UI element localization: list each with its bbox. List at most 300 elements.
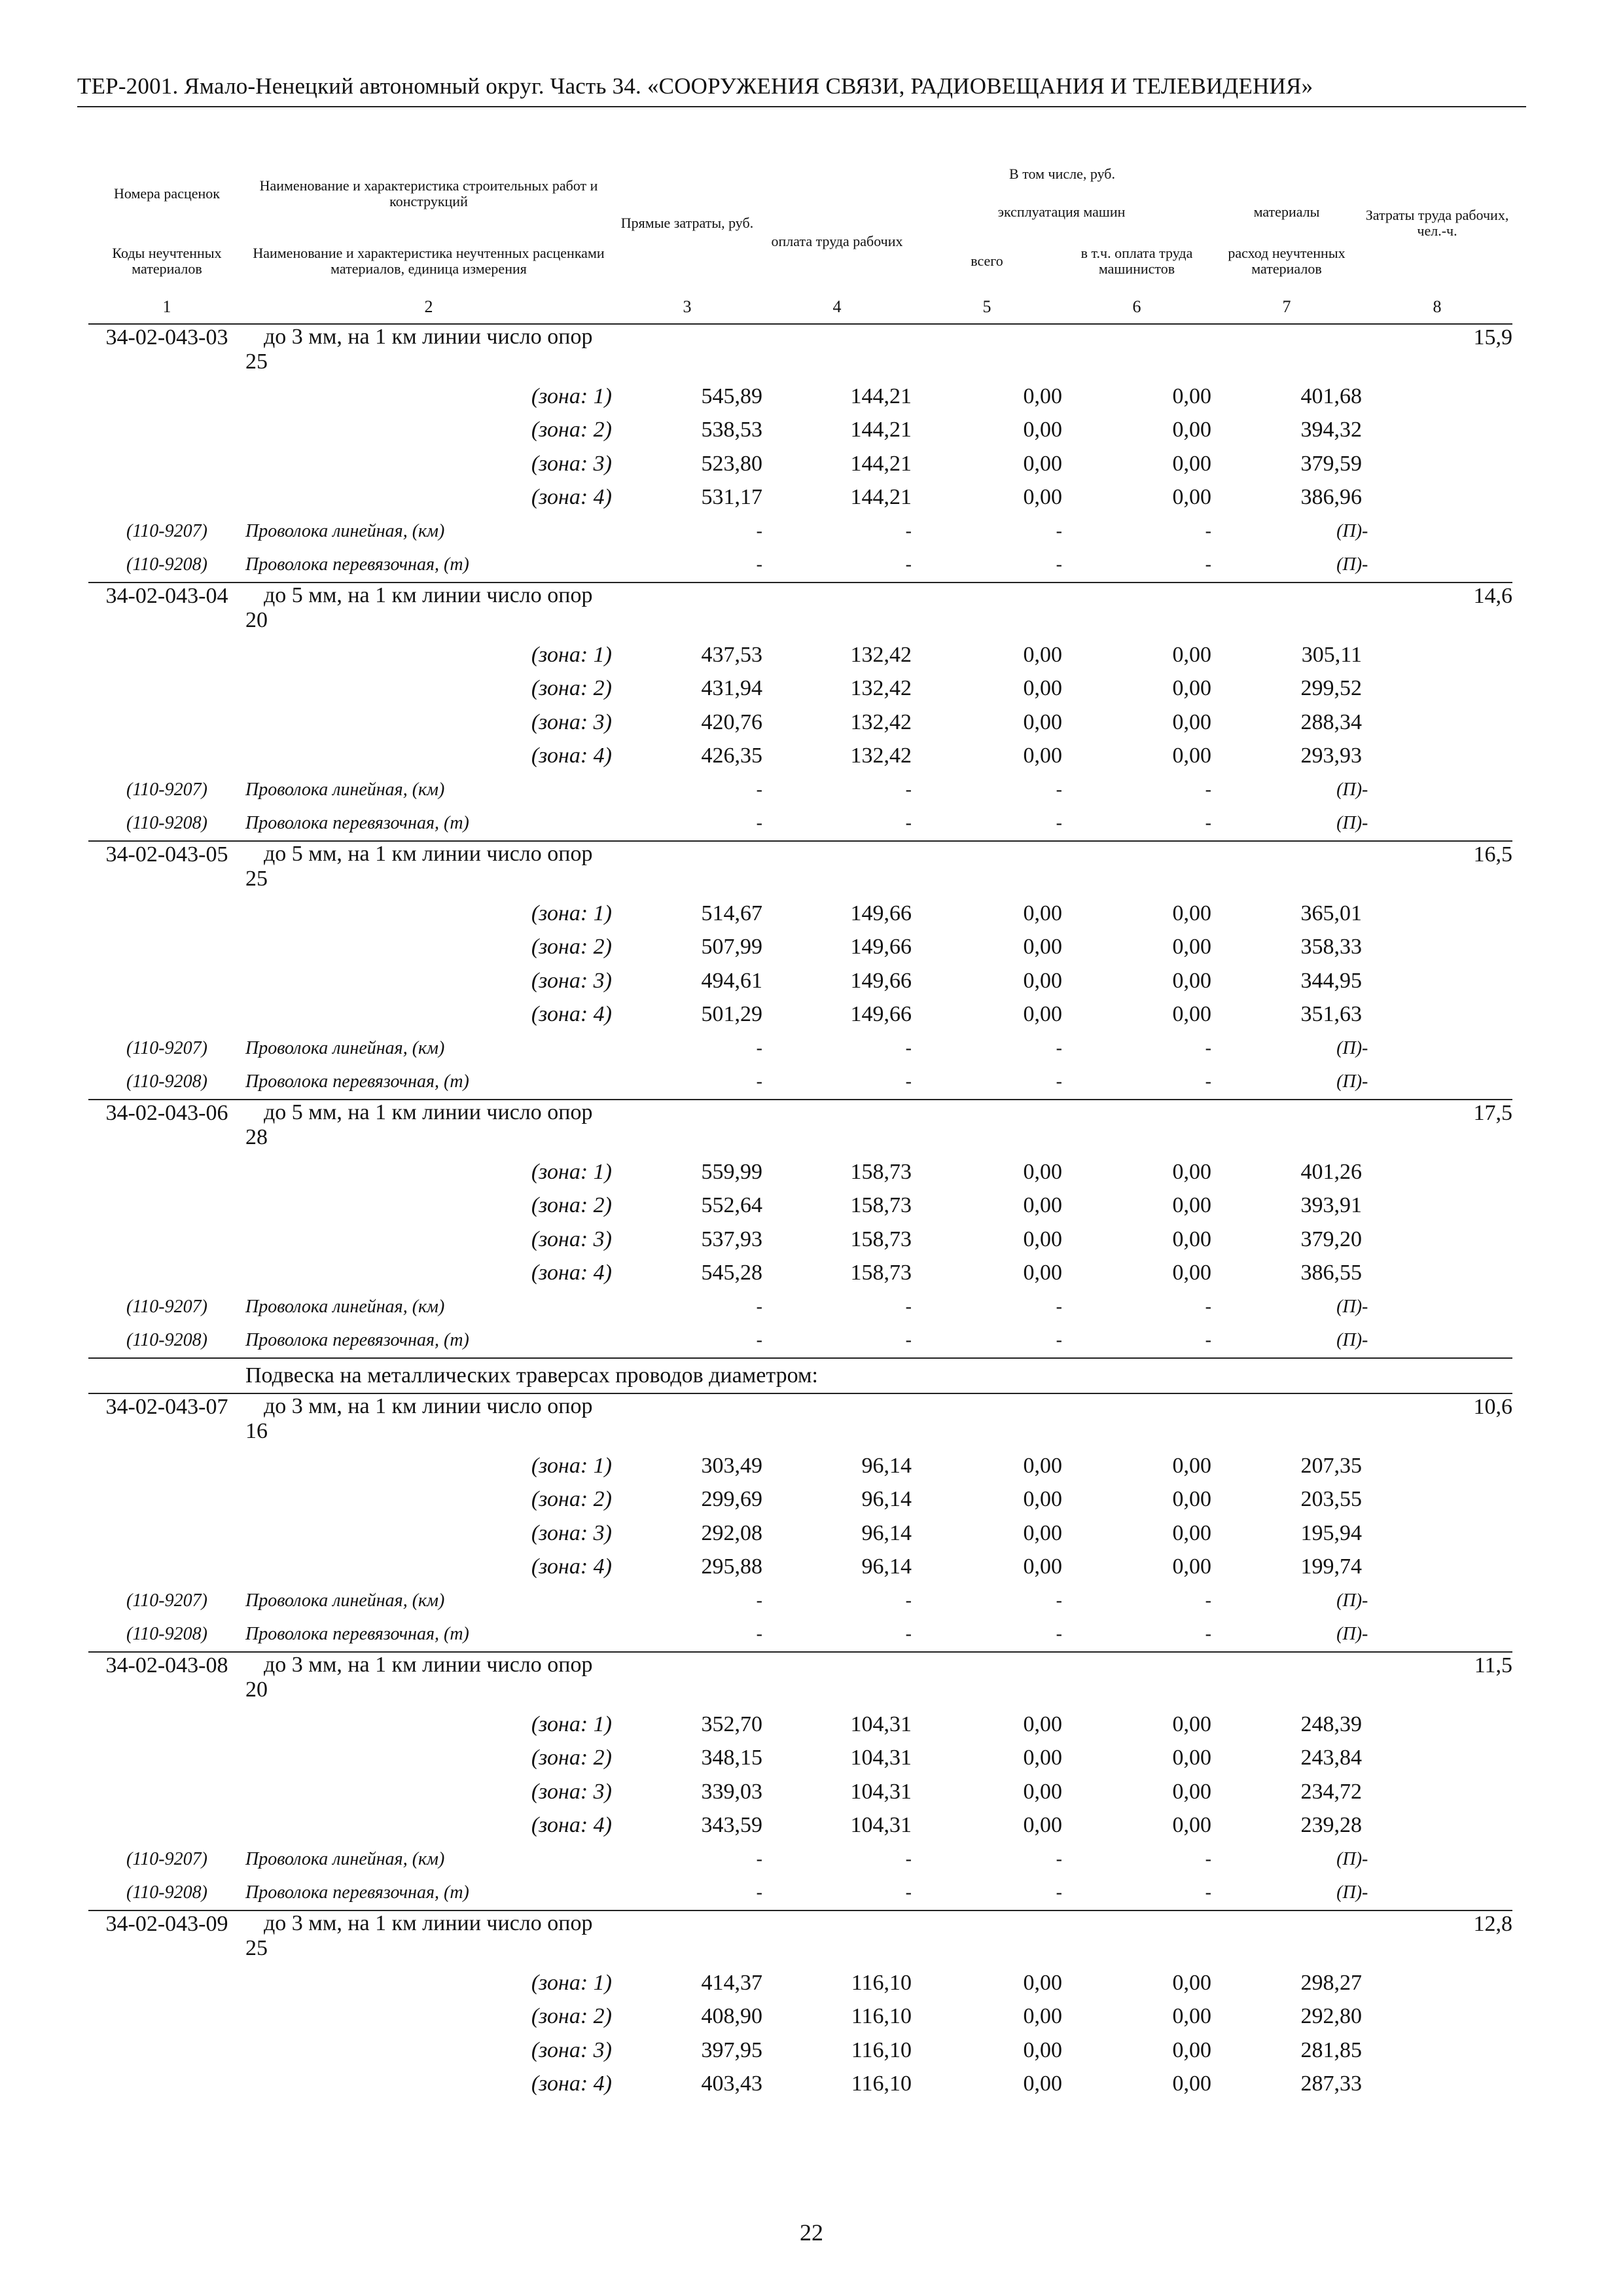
empty-cell	[612, 1100, 762, 1155]
empty-cell	[762, 841, 912, 897]
machines-total: 0,00	[1023, 935, 1062, 960]
rate-row	[88, 1910, 1512, 1966]
worker-wages: 132,42	[850, 709, 912, 734]
machines-total: 0,00	[1023, 2004, 1062, 2029]
material-row	[88, 1842, 1512, 1876]
direct-costs: 295,88	[701, 1554, 762, 1579]
header-machines-total: всего	[971, 253, 1003, 269]
dash-cell: -	[1056, 779, 1062, 800]
materials-cost: 293,93	[1300, 744, 1363, 768]
direct-costs: 348,15	[701, 1746, 762, 1770]
direct-costs: 403,43	[701, 2072, 762, 2096]
empty-cell	[88, 964, 245, 998]
zone-row	[88, 1483, 1512, 1517]
zone-label: (зона: 1)	[531, 1453, 612, 1478]
empty-cell	[1062, 1100, 1211, 1155]
rate-description: до 5 мм, на 1 км линии число опор 28	[245, 1100, 612, 1155]
zone-row	[88, 998, 1512, 1032]
rate-row	[88, 1393, 1512, 1449]
empty-cell	[912, 1393, 1062, 1449]
empty-cell	[1211, 1393, 1362, 1449]
zone-row	[88, 931, 1512, 965]
zone-label: (зона: 4)	[531, 2072, 612, 2096]
zone-label: (зона: 4)	[531, 744, 612, 768]
empty-cell	[1062, 1910, 1211, 1966]
empty-cell	[1211, 1100, 1362, 1155]
column-number: 7	[1282, 297, 1291, 316]
rate-description: до 5 мм, на 1 км линии число опор 20	[245, 583, 612, 638]
empty-cell	[88, 2000, 245, 2034]
materials-cost: 401,26	[1300, 1159, 1363, 1184]
machinist-wages: 0,00	[1172, 1712, 1211, 1736]
machinist-wages: 0,00	[1172, 1261, 1211, 1285]
material-name: Проволока линейная, (км)	[245, 520, 445, 541]
direct-costs: 397,95	[701, 2037, 762, 2062]
p-mark: (П)	[1336, 1037, 1363, 1058]
dash-cell: -	[905, 1037, 912, 1058]
machinist-wages: 0,00	[1172, 451, 1211, 476]
p-mark: (П)	[1336, 1624, 1363, 1645]
zone-row	[88, 1775, 1512, 1809]
machinist-wages: 0,00	[1172, 1970, 1211, 1995]
dash-cell: -	[756, 1882, 762, 1903]
labor-costs: 10,6	[1362, 1393, 1512, 1584]
empty-cell	[88, 1809, 245, 1843]
worker-wages: 116,10	[851, 1970, 912, 1995]
worker-wages: 96,14	[861, 1453, 912, 1478]
materials-cost: 243,84	[1300, 1746, 1363, 1770]
zone-row	[88, 1742, 1512, 1776]
zone-label: (зона: 1)	[531, 642, 612, 667]
machines-total: 0,00	[1023, 1520, 1062, 1545]
dash-cell: -	[905, 1071, 912, 1092]
machines-total: 0,00	[1023, 451, 1062, 476]
machinist-wages: 0,00	[1172, 901, 1211, 925]
zone-row	[88, 706, 1512, 740]
direct-costs: 552,64	[701, 1193, 762, 1218]
empty-cell	[762, 1100, 912, 1155]
rate-description: до 3 мм, на 1 км линии число опор 25	[245, 1910, 612, 1966]
zone-row	[88, 1516, 1512, 1551]
zone-row	[88, 1223, 1512, 1257]
zone-row	[88, 2000, 1512, 2034]
zone-label: (зона: 3)	[531, 709, 612, 734]
rate-row	[88, 583, 1512, 638]
dash-cell: -	[1205, 1330, 1211, 1351]
material-code: (110-9207)	[126, 1296, 207, 1317]
zone-label: (зона: 1)	[531, 384, 612, 408]
machinist-wages: 0,00	[1172, 1746, 1211, 1770]
worker-wages: 96,14	[861, 1554, 912, 1579]
material-row	[88, 514, 1512, 548]
materials-cost: 365,01	[1300, 901, 1363, 925]
rate-code: 34-02-043-09	[88, 1910, 245, 1966]
dash-cell: -	[756, 1848, 762, 1869]
empty-cell	[612, 1652, 762, 1708]
direct-costs: 437,53	[701, 642, 762, 667]
zone-row	[88, 1966, 1512, 2000]
machines-total: 0,00	[1023, 1193, 1062, 1218]
header-labor-costs: Затраты труда рабочих, чел.-ч.	[1365, 207, 1509, 239]
empty-cell	[88, 2068, 245, 2102]
empty-cell	[88, 380, 245, 414]
material-name: Проволока перевязочная, (т)	[245, 1624, 469, 1645]
zone-row	[88, 447, 1512, 481]
empty-cell	[88, 1742, 245, 1776]
materials-cost: 239,28	[1300, 1813, 1363, 1838]
zone-row	[88, 2034, 1512, 2068]
zone-label: (зона: 1)	[531, 1159, 612, 1184]
material-row	[88, 1066, 1512, 1100]
machinist-wages: 0,00	[1172, 1520, 1211, 1545]
dash-cell: -	[1205, 779, 1211, 800]
material-row	[88, 548, 1512, 583]
machines-total: 0,00	[1023, 1746, 1062, 1770]
header-direct-costs: Прямые затраты, руб.	[620, 215, 754, 231]
zone-row	[88, 638, 1512, 672]
rate-row	[88, 841, 1512, 897]
empty-cell	[88, 897, 245, 931]
empty-cell	[88, 447, 245, 481]
machinist-wages: 0,00	[1172, 709, 1211, 734]
worker-wages: 116,10	[851, 2004, 912, 2029]
empty-cell	[612, 1393, 762, 1449]
machinist-wages: 0,00	[1172, 1554, 1211, 1579]
column-number: 4	[832, 297, 842, 316]
column-number: 6	[1132, 297, 1141, 316]
labor-costs: 17,5	[1362, 1100, 1512, 1290]
header-wages: оплата труда рабочих	[771, 233, 903, 249]
p-mark: (П)	[1336, 520, 1363, 541]
header-material-consumption: расход неучтенных материалов	[1228, 245, 1346, 277]
dash-cell: -	[1056, 1624, 1062, 1645]
dash-cell: -	[1056, 520, 1062, 541]
machinist-wages: 0,00	[1172, 642, 1211, 667]
worker-wages: 144,21	[850, 418, 912, 442]
empty-cell	[88, 1155, 245, 1189]
zone-row	[88, 1708, 1512, 1742]
rate-code: 34-02-043-07	[88, 1393, 245, 1449]
empty-cell	[88, 1516, 245, 1551]
labor-costs: 14,6	[1362, 583, 1512, 773]
materials-cost: 401,68	[1300, 384, 1363, 408]
direct-costs: 292,08	[701, 1520, 762, 1545]
empty-cell	[1211, 841, 1362, 897]
worker-wages: 149,66	[850, 901, 912, 925]
direct-costs: 343,59	[701, 1813, 762, 1838]
direct-costs: 420,76	[701, 709, 762, 734]
zone-row	[88, 964, 1512, 998]
empty-cell	[88, 998, 245, 1032]
rate-description: до 3 мм, на 1 км линии число опор 16	[245, 1393, 612, 1449]
rate-code: 34-02-043-08	[88, 1652, 245, 1708]
worker-wages: 149,66	[850, 968, 912, 993]
direct-costs: 299,69	[701, 1487, 762, 1512]
zone-label: (зона: 1)	[531, 1712, 612, 1736]
machinist-wages: 0,00	[1172, 1813, 1211, 1838]
empty-cell	[88, 1257, 245, 1291]
materials-cost: 234,72	[1300, 1779, 1363, 1804]
rate-row	[88, 1652, 1512, 1708]
labor-dash: -	[1362, 1296, 1368, 1317]
dash-cell: -	[905, 1882, 912, 1903]
worker-wages: 104,31	[850, 1712, 912, 1736]
empty-cell	[1211, 1652, 1362, 1708]
dash-cell: -	[905, 554, 912, 575]
machines-total: 0,00	[1023, 1813, 1062, 1838]
column-number: 5	[982, 297, 991, 316]
worker-wages: 158,73	[850, 1261, 912, 1285]
worker-wages: 158,73	[850, 1227, 912, 1251]
material-name: Проволока линейная, (км)	[245, 1590, 445, 1611]
zone-row	[88, 2068, 1512, 2102]
dash-cell: -	[1205, 1071, 1211, 1092]
material-code: (110-9207)	[126, 779, 207, 800]
machinist-wages: 0,00	[1172, 485, 1211, 510]
labor-dash: -	[1362, 1330, 1368, 1351]
zone-row	[88, 481, 1512, 515]
materials-cost: 299,52	[1300, 676, 1363, 701]
materials-cost: 207,35	[1300, 1453, 1363, 1478]
worker-wages: 144,21	[850, 451, 912, 476]
dash-cell: -	[905, 1330, 912, 1351]
worker-wages: 104,31	[850, 1746, 912, 1770]
column-number: 1	[162, 297, 171, 316]
rate-row	[88, 1100, 1512, 1155]
empty-cell	[88, 931, 245, 965]
empty-cell	[912, 583, 1062, 638]
dash-cell: -	[1205, 1848, 1211, 1869]
worker-wages: 132,42	[850, 676, 912, 701]
zone-row	[88, 672, 1512, 706]
materials-cost: 379,20	[1300, 1227, 1363, 1251]
machines-total: 0,00	[1023, 709, 1062, 734]
worker-wages: 116,10	[851, 2072, 912, 2096]
material-name: Проволока перевязочная, (т)	[245, 1071, 469, 1092]
machinist-wages: 0,00	[1172, 968, 1211, 993]
dash-cell: -	[1205, 1296, 1211, 1317]
labor-dash: -	[1362, 1071, 1368, 1092]
labor-dash: -	[1362, 1624, 1368, 1645]
material-code: (110-9208)	[126, 813, 207, 834]
header-work-name: Наименование и характеристика строительных работ и конструкций	[259, 177, 598, 209]
material-name: Проволока перевязочная, (т)	[245, 1330, 469, 1351]
p-mark: (П)	[1336, 813, 1363, 834]
empty-cell	[612, 841, 762, 897]
machines-total: 0,00	[1023, 1159, 1062, 1184]
dash-cell: -	[1056, 1037, 1062, 1058]
zone-label: (зона: 2)	[531, 1487, 612, 1512]
zone-label: (зона: 2)	[531, 1193, 612, 1218]
zone-label: (зона: 3)	[531, 1520, 612, 1545]
direct-costs: 514,67	[701, 901, 762, 925]
direct-costs: 501,29	[701, 1002, 762, 1027]
worker-wages: 158,73	[850, 1159, 912, 1184]
materials-cost: 386,55	[1300, 1261, 1363, 1285]
machinist-wages: 0,00	[1172, 676, 1211, 701]
direct-costs: 523,80	[701, 451, 762, 476]
rate-code: 34-02-043-03	[88, 324, 245, 380]
dash-cell: -	[905, 1848, 912, 1869]
dash-cell: -	[1056, 1296, 1062, 1317]
zone-label: (зона: 2)	[531, 2004, 612, 2029]
dash-cell: -	[756, 1037, 762, 1058]
dash-cell: -	[905, 813, 912, 834]
machines-total: 0,00	[1023, 418, 1062, 442]
material-code: (110-9208)	[126, 1330, 207, 1351]
machinist-wages: 0,00	[1172, 2072, 1211, 2096]
zone-row	[88, 1551, 1512, 1585]
column-number: 2	[424, 297, 433, 316]
empty-cell	[912, 1652, 1062, 1708]
material-name: Проволока линейная, (км)	[245, 1037, 445, 1058]
worker-wages: 104,31	[850, 1813, 912, 1838]
machines-total: 0,00	[1023, 1002, 1062, 1027]
rate-row	[88, 324, 1512, 380]
zone-label: (зона: 4)	[531, 485, 612, 510]
direct-costs: 414,37	[701, 1970, 762, 1995]
material-code: (110-9207)	[126, 520, 207, 541]
labor-costs: 16,5	[1362, 841, 1512, 1031]
dash-cell: -	[756, 1296, 762, 1317]
empty-cell	[612, 324, 762, 380]
machines-total: 0,00	[1023, 1487, 1062, 1512]
materials-cost: 292,80	[1300, 2004, 1363, 2029]
direct-costs: 545,28	[701, 1261, 762, 1285]
labor-dash: -	[1362, 1882, 1368, 1903]
zone-label: (зона: 3)	[531, 1227, 612, 1251]
dash-cell: -	[1205, 1882, 1211, 1903]
material-code: (110-9208)	[126, 1071, 207, 1092]
empty-cell	[912, 1910, 1062, 1966]
dash-cell: -	[1205, 1037, 1211, 1058]
empty-cell	[612, 583, 762, 638]
materials-cost: 393,91	[1300, 1193, 1363, 1218]
machines-total: 0,00	[1023, 1453, 1062, 1478]
labor-dash: -	[1362, 554, 1368, 575]
machines-total: 0,00	[1023, 485, 1062, 510]
material-code: (110-9207)	[126, 1037, 207, 1058]
material-name: Проволока линейная, (км)	[245, 779, 445, 800]
dash-cell: -	[1205, 1590, 1211, 1611]
zone-row	[88, 740, 1512, 774]
material-row	[88, 1324, 1512, 1359]
dash-cell: -	[756, 520, 762, 541]
p-mark: (П)	[1336, 1296, 1363, 1317]
dash-cell: -	[1205, 813, 1211, 834]
empty-cell	[88, 740, 245, 774]
zone-row	[88, 414, 1512, 448]
page-number: 22	[800, 2219, 823, 2246]
material-code: (110-9207)	[126, 1590, 207, 1611]
materials-cost: 394,32	[1300, 418, 1363, 442]
rate-code: 34-02-043-05	[88, 841, 245, 897]
materials-cost: 281,85	[1300, 2037, 1363, 2062]
dash-cell: -	[1205, 554, 1211, 575]
header-material-codes: Коды неучтенных материалов	[112, 245, 222, 277]
empty-cell	[88, 706, 245, 740]
dash-cell: -	[1056, 1330, 1062, 1351]
zone-label: (зона: 3)	[531, 2037, 612, 2062]
material-code: (110-9208)	[126, 1624, 207, 1645]
column-number: 8	[1433, 297, 1442, 316]
zone-label: (зона: 1)	[531, 1970, 612, 1995]
worker-wages: 132,42	[850, 642, 912, 667]
machines-total: 0,00	[1023, 2037, 1062, 2062]
page-header: ТЕР-2001. Ямало-Ненецкий автономный округ. Часть 34. «СООРУЖЕНИЯ СВЯЗИ, РАДИОВЕЩАНИЯ И ТЕЛЕВИДЕНИЯ»	[77, 73, 1313, 99]
empty-cell	[88, 1483, 245, 1517]
empty-cell	[88, 672, 245, 706]
dash-cell: -	[1056, 1882, 1062, 1903]
zone-label: (зона: 2)	[531, 676, 612, 701]
empty-cell	[1062, 1393, 1211, 1449]
worker-wages: 96,14	[861, 1487, 912, 1512]
dash-cell: -	[905, 520, 912, 541]
rate-code: 34-02-043-06	[88, 1100, 245, 1155]
header-machines: эксплуатация машин	[997, 204, 1126, 220]
worker-wages: 144,21	[850, 485, 912, 510]
header-rate-number: Номера расценок	[114, 185, 220, 202]
machines-total: 0,00	[1023, 901, 1062, 925]
dash-cell: -	[756, 813, 762, 834]
zone-label: (зона: 3)	[531, 451, 612, 476]
direct-costs: 507,99	[701, 935, 762, 960]
zone-label: (зона: 1)	[531, 901, 612, 925]
machines-total: 0,00	[1023, 1227, 1062, 1251]
machines-total: 0,00	[1023, 744, 1062, 768]
empty-cell	[1062, 1652, 1211, 1708]
empty-cell	[1062, 583, 1211, 638]
machinist-wages: 0,00	[1172, 384, 1211, 408]
zone-row	[88, 1257, 1512, 1291]
zone-label: (зона: 2)	[531, 418, 612, 442]
material-row	[88, 1584, 1512, 1618]
dash-cell: -	[905, 1590, 912, 1611]
machinist-wages: 0,00	[1172, 935, 1211, 960]
materials-cost: 288,34	[1300, 709, 1363, 734]
material-name: Проволока линейная, (км)	[245, 1296, 445, 1317]
empty-cell	[88, 1966, 245, 2000]
material-code: (110-9208)	[126, 1882, 207, 1903]
material-name: Проволока перевязочная, (т)	[245, 1882, 469, 1903]
dash-cell: -	[1056, 813, 1062, 834]
empty-cell	[912, 324, 1062, 380]
p-mark: (П)	[1336, 1071, 1363, 1092]
machines-total: 0,00	[1023, 1970, 1062, 1995]
materials-cost: 248,39	[1300, 1712, 1363, 1736]
machinist-wages: 0,00	[1172, 1159, 1211, 1184]
zone-label: (зона: 3)	[531, 1779, 612, 1804]
direct-costs: 303,49	[701, 1453, 762, 1478]
materials-cost: 203,55	[1300, 1487, 1363, 1512]
dash-cell: -	[756, 1071, 762, 1092]
p-mark: (П)	[1336, 1848, 1363, 1869]
labor-dash: -	[1362, 1037, 1368, 1058]
dash-cell: -	[1056, 1590, 1062, 1611]
material-code: (110-9207)	[126, 1848, 207, 1869]
empty-cell	[612, 1910, 762, 1966]
empty-cell	[762, 324, 912, 380]
empty-cell	[88, 414, 245, 448]
empty-cell	[912, 1100, 1062, 1155]
labor-costs: 11,5	[1362, 1652, 1512, 1842]
empty-cell	[762, 583, 912, 638]
machinist-wages: 0,00	[1172, 1453, 1211, 1478]
material-code: (110-9208)	[126, 554, 207, 575]
p-mark: (П)	[1336, 779, 1363, 800]
materials-cost: 195,94	[1300, 1520, 1363, 1545]
zone-label: (зона: 4)	[531, 1813, 612, 1838]
